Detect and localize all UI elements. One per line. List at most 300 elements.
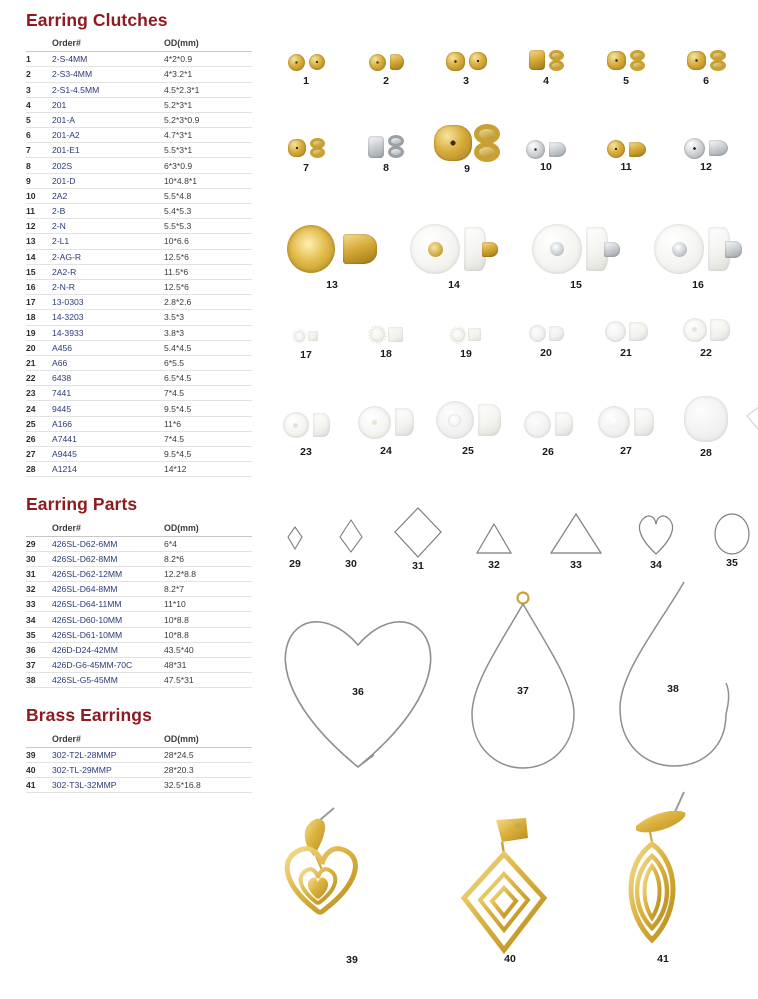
product-image-26 <box>512 406 584 442</box>
cell-order-number: 426D-G6-45MM-70C <box>52 658 164 673</box>
product-item-30 <box>320 513 382 570</box>
jump-ring-icon <box>518 593 529 604</box>
cell-order-number: 7441 <box>52 386 164 401</box>
cell-order-number: 201-E1 <box>52 143 164 158</box>
product-caption-24: 24 <box>380 445 392 457</box>
product-item-3 <box>430 46 502 87</box>
cell-index: 30 <box>26 551 52 566</box>
product-caption-37: 37 <box>517 685 529 697</box>
table-header-row <box>26 37 252 52</box>
cell-order-number: 201-D <box>52 173 164 188</box>
spec-tables-column <box>26 10 252 793</box>
cell-outer-diameter: 10*8.8 <box>164 627 252 642</box>
table-earring-parts <box>26 522 252 689</box>
cell-outer-diameter: 6*5.5 <box>164 355 252 370</box>
table-row <box>26 536 252 551</box>
product-item-19 <box>430 325 502 360</box>
product-image-13 <box>272 222 392 276</box>
product-image-24 <box>350 402 422 442</box>
table-row <box>26 52 252 67</box>
product-caption-8: 8 <box>383 162 389 174</box>
cell-index: 15 <box>26 264 52 279</box>
cell-outer-diameter: 6.5*4.5 <box>164 371 252 386</box>
cell-index: 40 <box>26 762 52 777</box>
cell-index: 12 <box>26 219 52 234</box>
cell-index: 31 <box>26 566 52 581</box>
product-image-9 <box>422 122 512 164</box>
product-caption-17: 17 <box>300 349 312 361</box>
table-row <box>26 234 252 249</box>
cell-outer-diameter: 9.5*4.5 <box>164 447 252 462</box>
cell-order-number: 202S <box>52 158 164 173</box>
product-image-38 <box>598 580 748 775</box>
product-item-13 <box>272 222 392 291</box>
cell-outer-diameter: 11*6 <box>164 416 252 431</box>
product-caption-26: 26 <box>542 446 554 458</box>
cell-order-number: A66 <box>52 355 164 370</box>
col-index-header <box>26 733 52 748</box>
table-brass-earrings <box>26 733 252 794</box>
product-image-31 <box>380 505 456 561</box>
cell-order-number: A7441 <box>52 431 164 446</box>
product-caption-31: 31 <box>412 560 424 572</box>
product-image-17 <box>270 328 342 344</box>
cell-index: 17 <box>26 295 52 310</box>
product-image-32 <box>458 518 530 560</box>
table-row <box>26 82 252 97</box>
product-caption-14: 14 <box>448 279 460 291</box>
col-od-header: OD(mm) <box>164 37 252 52</box>
cell-index: 22 <box>26 371 52 386</box>
cell-outer-diameter: 47.5*31 <box>164 673 252 688</box>
cell-index: 19 <box>26 325 52 340</box>
cell-order-number: 426SL-D64-11MM <box>52 597 164 612</box>
product-caption-1: 1 <box>303 75 309 87</box>
product-item-9 <box>422 122 512 175</box>
cell-outer-diameter: 5.2*3*0.9 <box>164 112 252 127</box>
cell-order-number: 2-S-4MM <box>52 52 164 67</box>
table-row <box>26 219 252 234</box>
product-caption-3: 3 <box>463 75 469 87</box>
cell-index: 28 <box>26 462 52 477</box>
product-item-23 <box>270 408 342 458</box>
cell-outer-diameter: 12.5*6 <box>164 279 252 294</box>
table-row <box>26 777 252 792</box>
cell-outer-diameter: 12.2*8.8 <box>164 566 252 581</box>
product-image-19 <box>430 325 502 344</box>
section-title-clutches: Earring Clutches <box>26 10 168 30</box>
product-item-26 <box>512 406 584 458</box>
product-item-41 <box>588 790 738 965</box>
cell-index: 18 <box>26 310 52 325</box>
cell-order-number: 201-A <box>52 112 164 127</box>
table-row <box>26 143 252 158</box>
butterfly-back-icon <box>310 138 325 158</box>
product-item-29 <box>266 515 324 570</box>
product-item-10 <box>510 136 582 173</box>
table-row <box>26 112 252 127</box>
cell-order-number: 201-A2 <box>52 128 164 143</box>
cell-index: 7 <box>26 143 52 158</box>
cell-order-number: 426SL-D61-10MM <box>52 627 164 642</box>
product-image-11 <box>590 136 662 162</box>
product-image-30 <box>320 513 382 559</box>
cell-order-number: 9445 <box>52 401 164 416</box>
table-row <box>26 762 252 777</box>
table-row <box>26 295 252 310</box>
cell-order-number: 14-3933 <box>52 325 164 340</box>
product-caption-35: 35 <box>726 557 738 569</box>
product-caption-6: 6 <box>703 75 709 87</box>
product-image-18 <box>350 324 422 344</box>
cell-outer-diameter: 48*31 <box>164 658 252 673</box>
product-item-36 <box>270 595 446 770</box>
product-item-22 <box>670 315 742 359</box>
cell-index: 34 <box>26 612 52 627</box>
section-title-brass: Brass Earrings <box>26 705 152 726</box>
cell-order-number: 2-B <box>52 204 164 219</box>
table-row <box>26 371 252 386</box>
cell-order-number: A166 <box>52 416 164 431</box>
product-image-10 <box>510 136 582 162</box>
cell-outer-diameter: 9.5*4.5 <box>164 401 252 416</box>
product-image-5 <box>590 44 662 76</box>
product-item-37 <box>458 588 588 773</box>
cell-index: 36 <box>26 642 52 657</box>
cell-index: 37 <box>26 658 52 673</box>
butterfly-back-icon <box>549 50 564 71</box>
cell-order-number: 426SL-D62-12MM <box>52 566 164 581</box>
product-image-3 <box>430 46 502 76</box>
cell-index: 25 <box>26 416 52 431</box>
table-row <box>26 386 252 401</box>
product-caption-2: 2 <box>383 75 389 87</box>
table-row <box>26 627 252 642</box>
table-row <box>26 401 252 416</box>
table-earring-clutches <box>26 37 252 477</box>
product-caption-34: 34 <box>650 559 662 571</box>
table-row <box>26 566 252 581</box>
product-caption-19: 19 <box>460 348 472 360</box>
cell-order-number: 2-N <box>52 219 164 234</box>
cell-outer-diameter: 3.8*3 <box>164 325 252 340</box>
product-caption-28: 28 <box>700 447 712 459</box>
product-item-40 <box>440 808 580 965</box>
table-row <box>26 249 252 264</box>
table-row <box>26 204 252 219</box>
product-image-14 <box>394 222 514 276</box>
table-row <box>26 447 252 462</box>
table-row <box>26 128 252 143</box>
product-caption-38: 38 <box>667 683 679 695</box>
cell-order-number: 13-0303 <box>52 295 164 310</box>
cell-order-number: 2-AG-R <box>52 249 164 264</box>
product-caption-25: 25 <box>462 445 474 457</box>
product-item-14 <box>394 222 514 291</box>
cell-order-number: 426SL-G5-45MM <box>52 673 164 688</box>
cell-outer-diameter: 5.4*5.3 <box>164 204 252 219</box>
cell-outer-diameter: 7*4.5 <box>164 431 252 446</box>
col-index-header <box>26 522 52 537</box>
product-caption-9: 9 <box>464 163 470 175</box>
col-od-header: OD(mm) <box>164 522 252 537</box>
cell-order-number: 426SL-D64-8MM <box>52 582 164 597</box>
butterfly-back-icon <box>630 50 645 71</box>
product-item-38 <box>598 580 748 775</box>
table-row <box>26 325 252 340</box>
product-caption-10: 10 <box>540 161 552 173</box>
cell-index: 4 <box>26 97 52 112</box>
cell-outer-diameter: 7*4.5 <box>164 386 252 401</box>
cell-index: 11 <box>26 204 52 219</box>
table-header-row <box>26 733 252 748</box>
table-row <box>26 340 252 355</box>
product-item-39 <box>272 800 432 966</box>
product-image-16 <box>638 222 758 276</box>
cell-order-number: 14-3203 <box>52 310 164 325</box>
product-image-1 <box>270 48 342 76</box>
product-item-11 <box>590 136 662 173</box>
product-image-15 <box>516 222 636 276</box>
product-caption-16: 16 <box>692 279 704 291</box>
table-row <box>26 658 252 673</box>
cell-index: 21 <box>26 355 52 370</box>
cell-outer-diameter: 4.5*2.3*1 <box>164 82 252 97</box>
cell-order-number: 302-TL-29MMP <box>52 762 164 777</box>
table-row <box>26 462 252 477</box>
cell-index: 33 <box>26 597 52 612</box>
product-caption-7: 7 <box>303 162 309 174</box>
product-gallery <box>262 0 758 999</box>
cell-index: 3 <box>26 82 52 97</box>
product-image-40 <box>440 808 580 966</box>
cell-order-number: A456 <box>52 340 164 355</box>
cell-order-number: 302-T3L-32MMP <box>52 777 164 792</box>
table-row <box>26 597 252 612</box>
cell-order-number: A1214 <box>52 462 164 477</box>
product-item-12 <box>670 134 742 173</box>
product-image-27 <box>590 402 662 442</box>
product-item-1 <box>270 48 342 87</box>
product-caption-20: 20 <box>540 347 552 359</box>
cell-outer-diameter: 6*3*0.9 <box>164 158 252 173</box>
cell-order-number: A9445 <box>52 447 164 462</box>
cell-outer-diameter: 3.5*3 <box>164 310 252 325</box>
product-item-7 <box>270 133 342 174</box>
cell-outer-diameter: 5.4*4.5 <box>164 340 252 355</box>
product-item-31 <box>380 505 456 572</box>
cell-order-number: 6438 <box>52 371 164 386</box>
cell-index: 10 <box>26 188 52 203</box>
cell-index: 39 <box>26 747 52 762</box>
cell-order-number: 201 <box>52 97 164 112</box>
cell-order-number: 2-N-R <box>52 279 164 294</box>
butterfly-back-icon <box>474 124 500 162</box>
cell-index: 5 <box>26 112 52 127</box>
table-row <box>26 431 252 446</box>
product-item-33 <box>534 510 618 571</box>
product-item-18 <box>350 324 422 360</box>
table-row <box>26 747 252 762</box>
product-item-27 <box>590 402 662 457</box>
product-caption-12: 12 <box>700 161 712 173</box>
product-image-4 <box>510 44 582 76</box>
cell-outer-diameter: 5.5*4.8 <box>164 188 252 203</box>
product-item-21 <box>590 318 662 359</box>
table-row <box>26 310 252 325</box>
product-caption-18: 18 <box>380 348 392 360</box>
product-item-5 <box>590 44 662 87</box>
cell-outer-diameter: 2.8*2.6 <box>164 295 252 310</box>
cell-order-number: 426SL-D62-8MM <box>52 551 164 566</box>
cell-outer-diameter: 8.2*7 <box>164 582 252 597</box>
product-image-41 <box>588 790 738 968</box>
product-caption-27: 27 <box>620 445 632 457</box>
cell-index: 41 <box>26 777 52 792</box>
cell-outer-diameter: 5.2*3*1 <box>164 97 252 112</box>
product-caption-33: 33 <box>570 559 582 571</box>
product-image-21 <box>590 318 662 344</box>
product-image-23 <box>270 408 342 442</box>
cell-index: 8 <box>26 158 52 173</box>
butterfly-back-icon <box>710 50 726 71</box>
cell-outer-diameter: 6*4 <box>164 536 252 551</box>
product-image-34 <box>620 508 692 560</box>
product-image-28 <box>670 396 742 444</box>
cell-outer-diameter: 5.5*5.3 <box>164 219 252 234</box>
product-image-25 <box>428 398 508 442</box>
product-caption-39: 39 <box>346 954 358 966</box>
cell-outer-diameter: 4*3.2*1 <box>164 67 252 82</box>
table-row <box>26 264 252 279</box>
product-item-34 <box>620 508 692 571</box>
cell-order-number: 2-S1-4.5MM <box>52 82 164 97</box>
cell-order-number: 2A2-R <box>52 264 164 279</box>
cell-index: 23 <box>26 386 52 401</box>
product-caption-30: 30 <box>345 558 357 570</box>
product-image-37 <box>458 588 588 773</box>
cell-index: 1 <box>26 52 52 67</box>
cell-outer-diameter: 11.5*6 <box>164 264 252 279</box>
product-item-35 <box>696 510 758 569</box>
cell-outer-diameter: 11*10 <box>164 597 252 612</box>
product-caption-40: 40 <box>504 953 516 965</box>
cell-index: 16 <box>26 279 52 294</box>
product-caption-4: 4 <box>543 75 549 87</box>
cell-outer-diameter: 14*12 <box>164 462 252 477</box>
product-image-2 <box>350 48 422 76</box>
table-row <box>26 158 252 173</box>
table-row <box>26 416 252 431</box>
col-index-header <box>26 37 52 52</box>
cell-outer-diameter: 5.5*3*1 <box>164 143 252 158</box>
cell-outer-diameter: 4*2*0.9 <box>164 52 252 67</box>
cell-order-number: 2-L1 <box>52 234 164 249</box>
product-image-6 <box>670 44 742 76</box>
product-image-20 <box>510 322 582 344</box>
product-caption-29: 29 <box>289 558 301 570</box>
table-row <box>26 279 252 294</box>
table-row <box>26 97 252 112</box>
table-row <box>26 673 252 688</box>
product-item-28 <box>670 396 742 459</box>
cell-order-number: 426SL-D62-6MM <box>52 536 164 551</box>
product-item-2 <box>350 48 422 87</box>
table-row <box>26 173 252 188</box>
cell-outer-diameter: 32.5*16.8 <box>164 777 252 792</box>
cell-order-number: 2-S3-4MM <box>52 67 164 82</box>
product-caption-41: 41 <box>657 953 669 965</box>
table-row <box>26 642 252 657</box>
product-item-24 <box>350 402 422 457</box>
cell-index: 26 <box>26 431 52 446</box>
product-item-25 <box>428 398 508 457</box>
cell-index: 13 <box>26 234 52 249</box>
cell-outer-diameter: 28*20.3 <box>164 762 252 777</box>
product-item-15 <box>516 222 636 291</box>
cell-order-number: 302-T2L-28MMP <box>52 747 164 762</box>
product-image-35 <box>696 510 758 558</box>
col-order-header: Order# <box>52 733 164 748</box>
product-image-33 <box>534 510 618 560</box>
cell-outer-diameter: 10*4.8*1 <box>164 173 252 188</box>
product-caption-21: 21 <box>620 347 632 359</box>
cell-outer-diameter: 43.5*40 <box>164 642 252 657</box>
product-item-17 <box>270 328 342 361</box>
product-image-12 <box>670 134 742 162</box>
cell-outer-diameter: 10*8.8 <box>164 612 252 627</box>
cell-index: 27 <box>26 447 52 462</box>
cell-outer-diameter: 4.7*3*1 <box>164 128 252 143</box>
product-image-36 <box>270 595 446 770</box>
table-row <box>26 551 252 566</box>
product-item-32 <box>458 518 530 571</box>
table-row <box>26 355 252 370</box>
product-caption-13: 13 <box>326 279 338 291</box>
col-order-header: Order# <box>52 522 164 537</box>
cell-index: 24 <box>26 401 52 416</box>
cell-index: 9 <box>26 173 52 188</box>
cell-index: 20 <box>26 340 52 355</box>
col-order-header: Order# <box>52 37 164 52</box>
cell-outer-diameter: 28*24.5 <box>164 747 252 762</box>
product-caption-23: 23 <box>300 446 312 458</box>
product-item-6 <box>670 44 742 87</box>
table-row <box>26 188 252 203</box>
col-od-header: OD(mm) <box>164 733 252 748</box>
product-item-20 <box>510 322 582 359</box>
cell-index: 2 <box>26 67 52 82</box>
cell-index: 38 <box>26 673 52 688</box>
product-image-7 <box>270 133 342 163</box>
cell-order-number: 426D-D24-42MM <box>52 642 164 657</box>
product-image-29 <box>266 515 324 559</box>
product-caption-11: 11 <box>620 161 632 173</box>
cell-outer-diameter: 12.5*6 <box>164 249 252 264</box>
product-image-partial-edge <box>744 404 758 432</box>
cell-outer-diameter: 10*6.6 <box>164 234 252 249</box>
cell-index: 32 <box>26 582 52 597</box>
product-caption-22: 22 <box>700 347 712 359</box>
product-item-8 <box>350 130 422 174</box>
table-row <box>26 67 252 82</box>
butterfly-back-icon <box>388 135 404 158</box>
cell-index: 6 <box>26 128 52 143</box>
table-row <box>26 612 252 627</box>
product-item-16 <box>638 222 758 291</box>
cell-order-number: 426SL-D60-10MM <box>52 612 164 627</box>
product-item-4 <box>510 44 582 87</box>
